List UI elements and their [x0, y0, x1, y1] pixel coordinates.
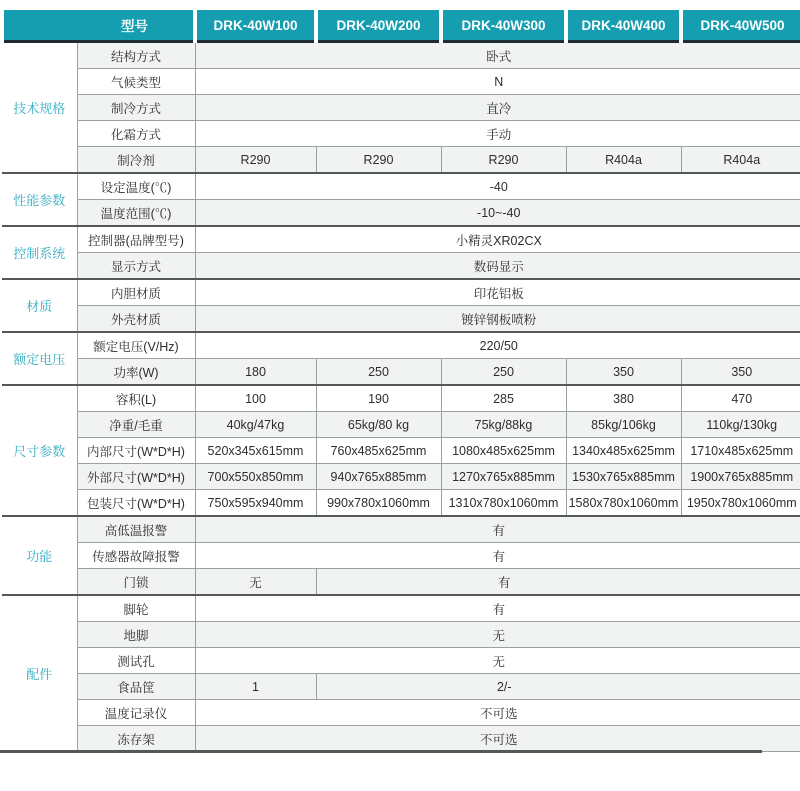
value-cell: 250: [316, 359, 441, 386]
spec-table-wrapper: [0, 10, 800, 753]
value-cell: 无: [195, 622, 800, 648]
value-cell: N: [195, 69, 800, 95]
row-label-cell: 包装尺寸(W*D*H): [77, 490, 195, 517]
value-cell: 75kg/88kg: [441, 412, 566, 438]
row-label-cell: 气候类型: [77, 69, 195, 95]
value-cell: 990x780x1060mm: [316, 490, 441, 517]
category-cell: 材质: [2, 279, 77, 332]
table-row: [2, 438, 800, 464]
value-cell: 1900x765x885mm: [681, 464, 800, 490]
table-row: [2, 622, 800, 648]
table-header: [2, 10, 800, 42]
table-row: [2, 42, 800, 69]
value-cell: 1340x485x625mm: [566, 438, 681, 464]
value-cell: 数码显示: [195, 253, 800, 280]
value-cell: 直冷: [195, 95, 800, 121]
row-label-cell: 内胆材质: [77, 279, 195, 306]
category-cell: 配件: [2, 595, 77, 752]
table-row: [2, 569, 800, 596]
table-row: [2, 359, 800, 386]
value-cell: 350: [681, 359, 800, 386]
row-label-cell: 内部尺寸(W*D*H): [77, 438, 195, 464]
value-cell: 40kg/47kg: [195, 412, 316, 438]
row-label-cell: 温度范围(℃): [77, 200, 195, 227]
value-cell: 470: [681, 385, 800, 412]
row-label-cell: 门锁: [77, 569, 195, 596]
row-label-cell: 外壳材质: [77, 306, 195, 333]
value-cell: 520x345x615mm: [195, 438, 316, 464]
value-cell: 无: [195, 648, 800, 674]
table-row: [2, 516, 800, 543]
model-column-header: DRK-40W300: [441, 10, 566, 42]
row-label-cell: 食品筐: [77, 674, 195, 700]
row-label-cell: 传感器故障报警: [77, 543, 195, 569]
table-row: [2, 726, 800, 752]
value-cell: 镀锌钢板喷粉: [195, 306, 800, 333]
table-row: [2, 412, 800, 438]
table-header-row: [2, 10, 800, 42]
category-cell: 控制系统: [2, 226, 77, 279]
value-cell: 不可选: [195, 700, 800, 726]
table-row: [2, 147, 800, 174]
row-label-cell: 结构方式: [77, 42, 195, 69]
table-row: [2, 69, 800, 95]
table-bottom-border: [0, 750, 762, 753]
value-cell: 180: [195, 359, 316, 386]
model-column-header: DRK-40W100: [195, 10, 316, 42]
value-cell: 有: [316, 569, 800, 596]
table-row: [2, 595, 800, 622]
category-cell: 功能: [2, 516, 77, 595]
value-cell: 无: [195, 569, 316, 596]
value-cell: 1270x765x885mm: [441, 464, 566, 490]
row-label-cell: 化霜方式: [77, 121, 195, 147]
row-label-cell: 制冷剂: [77, 147, 195, 174]
row-label-cell: 容积(L): [77, 385, 195, 412]
category-cell: 额定电压: [2, 332, 77, 385]
table-body: [2, 42, 800, 752]
value-cell: 有: [195, 516, 800, 543]
table-row: [2, 543, 800, 569]
row-label-cell: 冻存架: [77, 726, 195, 752]
category-cell: 尺寸参数: [2, 385, 77, 516]
value-cell: R290: [441, 147, 566, 174]
value-cell: 1530x765x885mm: [566, 464, 681, 490]
category-cell: 技术规格: [2, 42, 77, 174]
table-row: [2, 490, 800, 517]
value-cell: 有: [195, 543, 800, 569]
row-label-cell: 脚轮: [77, 595, 195, 622]
row-label-cell: 额定电压(V/Hz): [77, 332, 195, 359]
value-cell: 190: [316, 385, 441, 412]
table-row: [2, 226, 800, 253]
model-column-header: DRK-40W400: [566, 10, 681, 42]
value-cell: 印花铝板: [195, 279, 800, 306]
row-label-cell: 地脚: [77, 622, 195, 648]
value-cell: 220/50: [195, 332, 800, 359]
table-row: [2, 279, 800, 306]
row-label-cell: 高低温报警: [77, 516, 195, 543]
row-label-cell: 外部尺寸(W*D*H): [77, 464, 195, 490]
value-cell: 卧式: [195, 42, 800, 69]
model-column-header: DRK-40W500: [681, 10, 800, 42]
table-row: [2, 306, 800, 333]
row-label-cell: 设定温度(℃): [77, 173, 195, 200]
model-column-header: DRK-40W200: [316, 10, 441, 42]
value-cell: 1: [195, 674, 316, 700]
value-cell: R404a: [681, 147, 800, 174]
value-cell: 1310x780x1060mm: [441, 490, 566, 517]
table-row: [2, 332, 800, 359]
value-cell: R404a: [566, 147, 681, 174]
value-cell: 不可选: [195, 726, 800, 752]
value-cell: 285: [441, 385, 566, 412]
value-cell: 有: [195, 595, 800, 622]
table-row: [2, 95, 800, 121]
value-cell: -40: [195, 173, 800, 200]
value-cell: 380: [566, 385, 681, 412]
spec-table: [0, 10, 800, 752]
table-row: [2, 253, 800, 280]
value-cell: 250: [441, 359, 566, 386]
table-row: [2, 200, 800, 227]
row-label-cell: 控制器(品牌型号): [77, 226, 195, 253]
value-cell: 1080x485x625mm: [441, 438, 566, 464]
value-cell: 350: [566, 359, 681, 386]
category-cell: 性能参数: [2, 173, 77, 226]
value-cell: 750x595x940mm: [195, 490, 316, 517]
value-cell: 65kg/80 kg: [316, 412, 441, 438]
value-cell: 1710x485x625mm: [681, 438, 800, 464]
value-cell: 85kg/106kg: [566, 412, 681, 438]
value-cell: 110kg/130kg: [681, 412, 800, 438]
row-label-cell: 净重/毛重: [77, 412, 195, 438]
value-cell: 2/-: [316, 674, 800, 700]
value-cell: -10~-40: [195, 200, 800, 227]
table-row: [2, 173, 800, 200]
value-cell: 小精灵XR02CX: [195, 226, 800, 253]
value-cell: 760x485x625mm: [316, 438, 441, 464]
row-label-cell: 功率(W): [77, 359, 195, 386]
value-cell: 100: [195, 385, 316, 412]
value-cell: R290: [316, 147, 441, 174]
row-label-cell: 显示方式: [77, 253, 195, 280]
value-cell: 940x765x885mm: [316, 464, 441, 490]
table-row: [2, 648, 800, 674]
table-row: [2, 674, 800, 700]
row-label-cell: 温度记录仪: [77, 700, 195, 726]
model-label-header: [2, 10, 195, 42]
table-row: [2, 464, 800, 490]
table-row: [2, 121, 800, 147]
value-cell: R290: [195, 147, 316, 174]
table-row: [2, 700, 800, 726]
value-cell: 1580x780x1060mm: [566, 490, 681, 517]
row-label-cell: 制冷方式: [77, 95, 195, 121]
value-cell: 手动: [195, 121, 800, 147]
value-cell: 700x550x850mm: [195, 464, 316, 490]
table-row: [2, 385, 800, 412]
value-cell: 1950x780x1060mm: [681, 490, 800, 517]
row-label-cell: 测试孔: [77, 648, 195, 674]
model-label-text: 型号: [121, 19, 148, 34]
